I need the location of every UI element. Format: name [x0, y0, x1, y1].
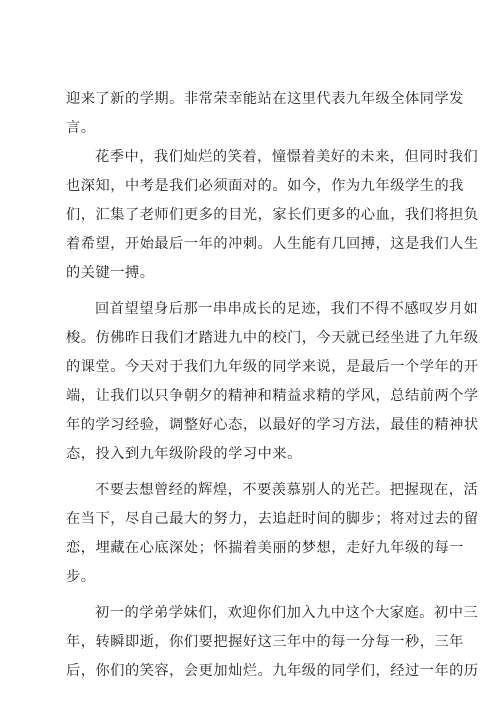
text-line: 们，汇集了老师们更多的目光，家长们更多的心血，我们将担负 [66, 207, 479, 223]
text-line: 言。 [66, 120, 96, 136]
text-line: 的关键一搏。 [66, 265, 155, 281]
text-line: 也深知，中考是我们必须面对的。如今，作为九年级学生的我 [66, 178, 464, 194]
text-line: 梭。仿佛昨日我们才踏进九中的校门，今天就已经坐进了九年级 [66, 330, 479, 346]
text-line: 年的学习经验，调整好心态，以最好的学习方法，最佳的精神状 [66, 417, 479, 433]
text-line: 态，投入到九年级阶段的学习中来。 [66, 446, 302, 462]
paragraph-first-line: 初一的学弟学妹们，欢迎你们加入九中这个大家庭。初中三 [95, 605, 479, 621]
text-line: 后，你们的笑容，会更加灿烂。九年级的同学们，经过一年的历 [66, 663, 479, 679]
text-line: 在当下，尽自己最大的努力，去追赶时间的脚步；将对过去的留 [66, 511, 479, 527]
text-line: 着希望，开始最后一年的冲刺。人生能有几回搏，这是我们人生 [66, 236, 479, 252]
text-line: 迎来了新的学期。非常荣幸能站在这里代表九年级全体同学发 [66, 91, 464, 107]
text-line: 年，转瞬即逝，你们要把握好这三年中的每一分每一秒，三年 [66, 634, 464, 650]
text-line: 的课堂。今天对于我们九年级的同学来说，是最后一个学年的开 [66, 359, 479, 375]
paragraph-first-line: 回首望望身后那一串串成长的足迹，我们不得不感叹岁月如 [95, 301, 479, 317]
text-line: 端，让我们以只争朝夕的精神和精益求精的学风，总结前两个学 [66, 388, 479, 404]
paragraph-first-line: 花季中，我们灿烂的笑着，憧憬着美好的未来，但同时我们 [95, 149, 479, 165]
text-line: 步。 [66, 569, 96, 585]
text-line: 恋，埋藏在心底深处；怀揣着美丽的梦想，走好九年级的每一 [66, 540, 464, 556]
paragraph-first-line: 不要去想曾经的辉煌，不要羡慕别人的光芒。把握现在，活 [95, 482, 479, 498]
